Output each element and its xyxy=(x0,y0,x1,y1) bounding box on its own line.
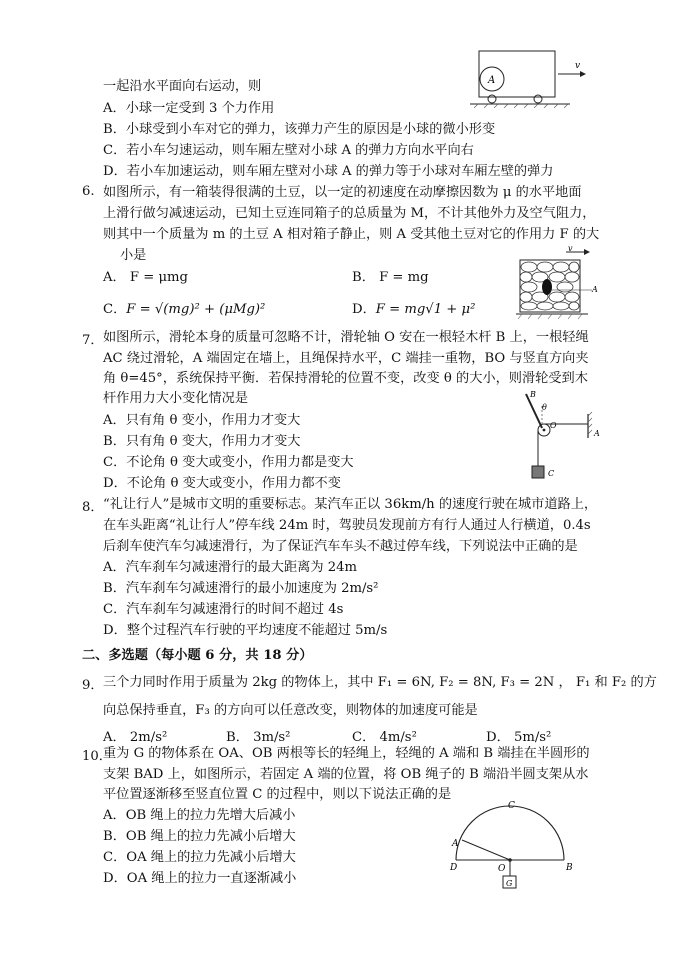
q7-option-c: C．不论角 θ 变大或变小，作用力都是变大 xyxy=(103,455,354,470)
q5-option-b: B．小球受到小车对它的弹力，该弹力产生的原因是小球的微小形变 xyxy=(103,122,496,137)
q7-label-o: O xyxy=(550,421,557,430)
q6-box-figure xyxy=(516,246,602,322)
q7-label-a: A xyxy=(594,429,600,438)
q10-label-b: B xyxy=(566,863,573,873)
section-multi-choice-heading: 二、多选题（每小题 6 分，共 18 分） xyxy=(82,648,313,663)
q7-line-3: 角 θ=45°，系统保持平衡．若保持滑轮的位置不变，改变 θ 的大小，则滑轮受到木 xyxy=(103,371,588,386)
q7-line-1: 如图所示，滑轮本身的质量可忽略不计，滑轮轴 O 安在一根轻木杆 B 上，一根轻绳 xyxy=(103,330,589,345)
q8-option-c: C．汽车刹车匀减速滑行的时间不超过 4s xyxy=(103,602,344,617)
q6-line-3: 则其中一个质量为 m 的土豆 A 相对箱子静止，则 A 受其他土豆对它的作用力 F 的大 xyxy=(103,227,600,242)
q7-line-2: AC 绕过滑轮，A 端固定在墙上，且绳保持水平，C 端挂一重物，BO 与竖直方向夹 xyxy=(103,351,589,366)
q8-line-1: “礼让行人”是城市文明的重要标志。某汽车正以 36km/h 的速度行驶在城市道路上， xyxy=(103,497,598,512)
q5-velocity-label: v xyxy=(575,61,581,71)
q9-number: 9． xyxy=(82,678,104,693)
q10-semicircle-figure xyxy=(440,800,580,892)
q5-option-a: A．小球一定受到 3 个力作用 xyxy=(103,101,275,116)
q9-line-2: 向总保持垂直，F₃ 的方向可以任意改变，则物体的加速度可能是 xyxy=(103,703,478,718)
q9-option-a: A． 2m/s² xyxy=(103,730,168,745)
q8-option-b: B．汽车刹车匀减速滑行的最小加速度为 2m/s² xyxy=(103,581,379,596)
q6-option-d-label: D． xyxy=(352,302,376,317)
q10-option-c: C．OA 绳上的拉力先减小后增大 xyxy=(103,850,296,865)
q8-number: 8． xyxy=(82,500,104,515)
q10-line-2: 支架 BAD 上，如图所示，若固定 A 端的位置，将 OB 绳子的 B 端沿半圆支架从水 xyxy=(103,767,589,782)
q7-pulley-figure xyxy=(520,388,610,483)
q9-option-b: B． 3m/s² xyxy=(226,730,291,745)
q10-label-o: O xyxy=(498,864,506,874)
q7-number: 7． xyxy=(82,333,104,348)
q10-number: 10． xyxy=(82,749,112,764)
q6-line-4: 小是 xyxy=(120,248,147,263)
q10-label-g: G xyxy=(506,879,513,888)
q6-option-d xyxy=(352,298,475,317)
q10-label-d: D xyxy=(450,863,458,873)
q9-option-d: D． 5m/s² xyxy=(486,730,552,745)
q8-option-d: D．整个过程汽车行驶的平均速度不能超过 5m/s xyxy=(103,623,388,638)
q10-label-a: A xyxy=(452,839,459,849)
q6-option-c-expr: F = √(mg)² + (μMg)² xyxy=(126,302,266,317)
q9-option-c: C． 4m/s² xyxy=(352,730,417,745)
q7-label-b: B xyxy=(530,390,536,399)
q5-cart-figure xyxy=(470,48,590,108)
q6-number: 6. xyxy=(82,184,95,199)
q5-option-d: D．若小车加速运动，则车厢左壁对小球 A 的弹力等于小球对车厢左壁的弹力 xyxy=(103,164,554,179)
q10-line-1: 重为 G 的物体系在 OA、OB 两根等长的轻绳上，轻绳的 A 端和 B 端挂在半圆形的 xyxy=(103,746,590,761)
q7-option-d: D．不论角 θ 变大或变小，作用力都不变 xyxy=(103,476,341,491)
q6-option-b: B． F = mg xyxy=(352,270,429,285)
q7-label-theta: θ xyxy=(542,403,547,412)
q9-line-1: 三个力同时作用于质量为 2kg 的物体上，其中 F₁ = 6N, F₂ = 8N, F₃ = 2N ， F₁ 和 F₂ 的方 xyxy=(103,675,657,690)
q8-option-a: A．汽车刹车匀减速滑行的最大距离为 24m xyxy=(103,560,357,575)
q6-potato-label: A xyxy=(592,285,598,294)
q5-option-c: C．若小车匀速运动，则车厢左壁对小球 A 的弹力方向水平向右 xyxy=(103,143,474,158)
q6-line-2: 上滑行做匀减速运动，已知土豆连同箱子的总质量为 M，不计其他外力及空气阻力， xyxy=(103,206,596,221)
q6-option-d-expr: F = mg√1 + μ² xyxy=(375,302,476,317)
q10-label-c: C xyxy=(508,801,515,811)
q7-option-b: B．只有角 θ 变大，作用力才变大 xyxy=(103,434,301,449)
q10-option-b: B．OB 绳上的拉力先减小后增大 xyxy=(103,829,296,844)
q6-option-c xyxy=(103,298,265,317)
q5-stem: 一起沿水平面向右运动，则 xyxy=(103,79,262,94)
q8-line-2: 在车头距离“礼让行人”停车线 24m 时，驾驶员发现前方有行人通过人行横道，0.4s xyxy=(103,518,591,533)
q6-option-a: A． F = μmg xyxy=(103,270,189,285)
q7-option-a: A．只有角 θ 变小，作用力才变大 xyxy=(103,413,301,428)
q7-label-c: C xyxy=(548,469,555,478)
q7-line-4: 杆作用力大小变化情况是 xyxy=(103,391,249,406)
q10-option-d: D．OA 绳上的拉力一直逐渐减小 xyxy=(103,871,297,886)
q10-option-a: A．OB 绳上的拉力先增大后减小 xyxy=(103,808,296,823)
q8-line-3: 后刹车使汽车匀减速滑行，为了保证汽车车头不越过停车线，下列说法中正确的是 xyxy=(103,539,578,554)
q10-line-3: 平位置逐渐移至竖直位置 C 的过程中，则以下说法正确的是 xyxy=(103,787,452,802)
q6-option-c-label: C． xyxy=(103,302,127,317)
q6-line-1: 如图所示，有一箱装得很满的土豆，以一定的初速度在动摩擦因数为 μ 的水平地面 xyxy=(103,185,582,200)
q6-velocity-label: v xyxy=(568,246,573,253)
q5-ball-label: A xyxy=(488,75,496,86)
